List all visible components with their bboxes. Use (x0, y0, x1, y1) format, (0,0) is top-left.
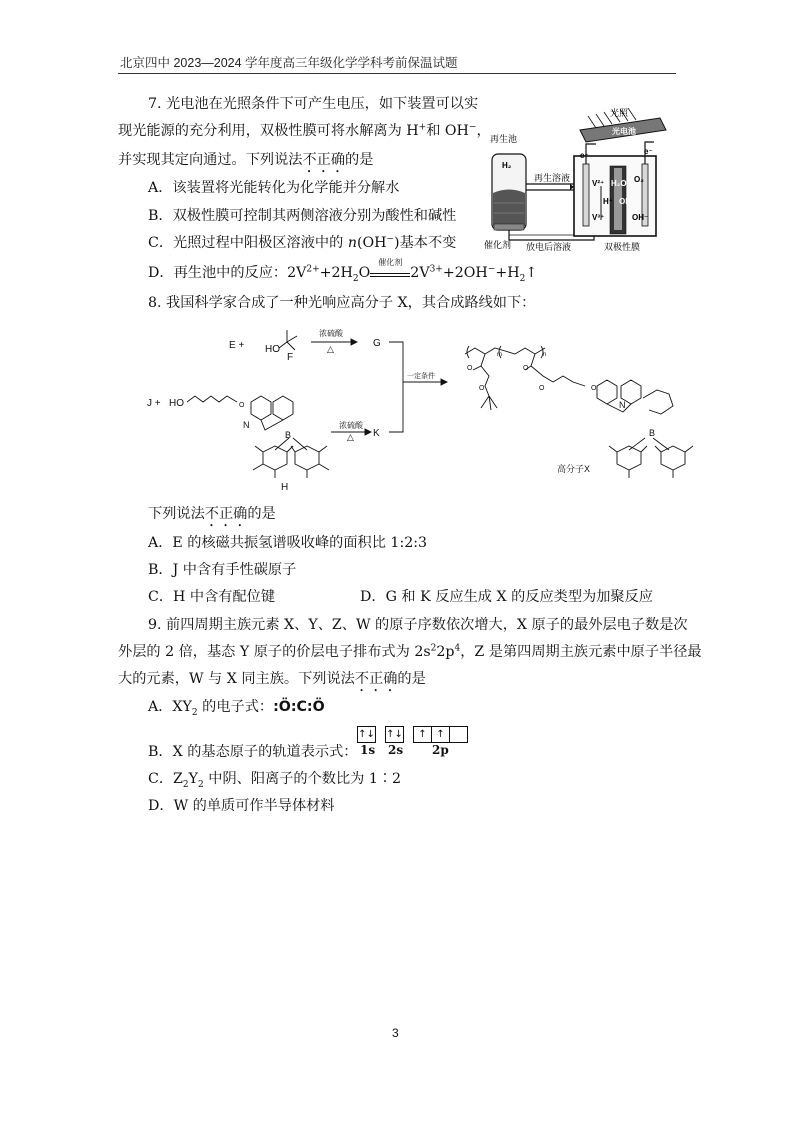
v2-label: V²⁺ (592, 179, 605, 188)
electrode-left (583, 164, 589, 226)
q8-option-b[interactable]: B．J 中含有手性碳原子 (148, 562, 297, 578)
q9-option-b[interactable]: B．X 的基态原子的轨道表示式： (148, 744, 358, 760)
synthesis-scheme (145, 318, 705, 498)
q8-option-d[interactable]: D．G 和 K 反应生成 X 的反应类型为加聚反应 (360, 589, 653, 605)
x-carbonyl-o2: O (523, 365, 529, 372)
q7-option-b[interactable]: B．双极性膜可控制其两侧溶液分别为酸性和碱性 (148, 208, 457, 224)
photocell-apparatus-diagram (484, 108, 674, 276)
f-hidden-o: O (297, 349, 303, 356)
discharged-solution-label: 放电后溶液 (526, 242, 572, 252)
q9-option-d[interactable]: D．W 的单质可作半导体材料 (148, 798, 335, 814)
x-boron: B (649, 428, 656, 438)
regen-solution-label: 再生溶液 (534, 173, 571, 183)
electron-formula: :Ö:C:Ö (273, 699, 325, 715)
page-header: 北京四中 2023—2024 学年度高三年级化学学科考前保温试题 (120, 56, 458, 70)
heat-label-2: △ (347, 432, 354, 442)
product-g: G (373, 338, 381, 349)
subscript-n: n (543, 352, 547, 358)
compound-h: H (281, 482, 289, 493)
reactant-j: J + (147, 398, 161, 409)
x-carbonyl-o1: O (467, 365, 473, 372)
q7-line1: 7. 光电池在光照条件下可产生电压，如下装置可以实 (148, 96, 479, 112)
orbital-label-1s: 1s (360, 743, 376, 757)
q9-line1: 9. 前四周期主族元素 X、Y、Z、W 的原子序数依次增大，X 原子的最外层电子数是次 (148, 617, 688, 633)
catalyst-label: 催化剂 (378, 258, 403, 267)
subscript-m: m (497, 352, 502, 358)
polymer-x-label: 高分子X (557, 464, 591, 474)
o2-label: O₂ (634, 175, 644, 184)
q7-line3: 并实现其定向通过。下列说法不正确的是 (118, 152, 374, 168)
q9-option-c[interactable]: C．$Z_2Y_2$ 中阴、阳离子的个数比为 1∶2 (148, 771, 402, 790)
oh-minus-right-label: OH⁻ (632, 213, 649, 222)
electron-label-right: e⁻ (644, 147, 653, 156)
h-boron: B (285, 430, 292, 440)
orbital-label-2s: 2s (388, 743, 404, 757)
bipolar-membrane-label: 双极性膜 (604, 242, 641, 252)
regen-pool-label: 再生池 (490, 134, 518, 144)
electron-label-left: e⁻ (580, 151, 589, 160)
reactant-e: E + (229, 340, 245, 351)
x-ester-o2: O (539, 385, 545, 392)
q9-line3: 大的元素，W 与 X 同主族。下列说法不正确的是 (118, 671, 426, 687)
catalyst-label-diagram: 催化剂 (484, 240, 512, 250)
photocell-label: 光电池 (612, 127, 636, 136)
orbital-box-1s: ↑↓ (357, 726, 376, 743)
emphasis-not-correct: 不正确 (354, 671, 398, 687)
orbital-label-2p: 2p (432, 743, 449, 757)
x-nitrogen: N (619, 400, 626, 410)
j-ho-label: HO (169, 398, 184, 409)
emphasis-not-correct: 不正确 (302, 152, 346, 168)
acid-label-2: 浓硫酸 (339, 421, 363, 430)
orbital-box-2p: ↑ ↑ (413, 726, 468, 743)
q7-option-d[interactable]: D．再生池中的反应：$2V^{2+}+2H_2O$ 催化剂 $2V^{3+}+2OH^-+H_2↑$ (148, 265, 537, 281)
f-ho-label: HO (265, 344, 280, 355)
q8-stem: 下列说法不正确的是 (148, 506, 276, 522)
q9-option-a[interactable]: A．$XY_2$ 的电子式：:Ö:C:Ö (148, 699, 325, 718)
acid-label-1: 浓硫酸 (319, 329, 343, 338)
h-plus-label: H⁺ (603, 197, 613, 206)
light-label: 光照 (610, 108, 629, 118)
compound-f: F (287, 352, 294, 363)
emphasis-not-correct: 不正确 (204, 506, 248, 522)
orbital-box-2s: ↑↓ (385, 726, 404, 743)
catalyst-bed (494, 224, 524, 230)
product-k: K (373, 428, 380, 439)
header-divider (118, 73, 676, 74)
oh-minus-label: OH⁻ (619, 197, 636, 206)
v3-label: V³⁺ (592, 213, 605, 222)
regen-liquid (493, 190, 525, 230)
condition-label: 一定条件 (407, 373, 435, 380)
q7-option-a[interactable]: A．该装置将光能转化为化学能并分解水 (148, 180, 400, 196)
x-ester-o1: O (479, 385, 485, 392)
q7-option-c[interactable]: C．光照过程中阳极区溶液中的 n(OH−)基本不变 (148, 234, 457, 251)
x-ether-o: O (591, 385, 597, 392)
q9-line2: 外层的 2 倍，基态 Y 原子的价层电子排布式为 $2s^22p^4$，Z 是第四周期主族元素中原子半径最 (118, 643, 702, 660)
h-nitrogen: N (243, 420, 250, 430)
j-ether-o: O (239, 402, 245, 409)
h2o-label: H₂O (611, 179, 627, 188)
page-number: 3 (392, 1026, 399, 1040)
q7-line2: 现光能源的充分利用，双极性膜可将水解离为 H+和 OH−， (118, 122, 491, 139)
heat-label-1: △ (327, 344, 334, 354)
q8-option-c[interactable]: C．H 中含有配位键 (148, 589, 276, 605)
q8-option-a[interactable]: A．E 的核磁共振氢谱吸收峰的面积比 1:2:3 (148, 535, 428, 551)
q8-line1: 8. 我国科学家合成了一种光响应高分子 X，其合成路线如下： (148, 295, 536, 311)
h2-label: H₂ (502, 161, 512, 170)
